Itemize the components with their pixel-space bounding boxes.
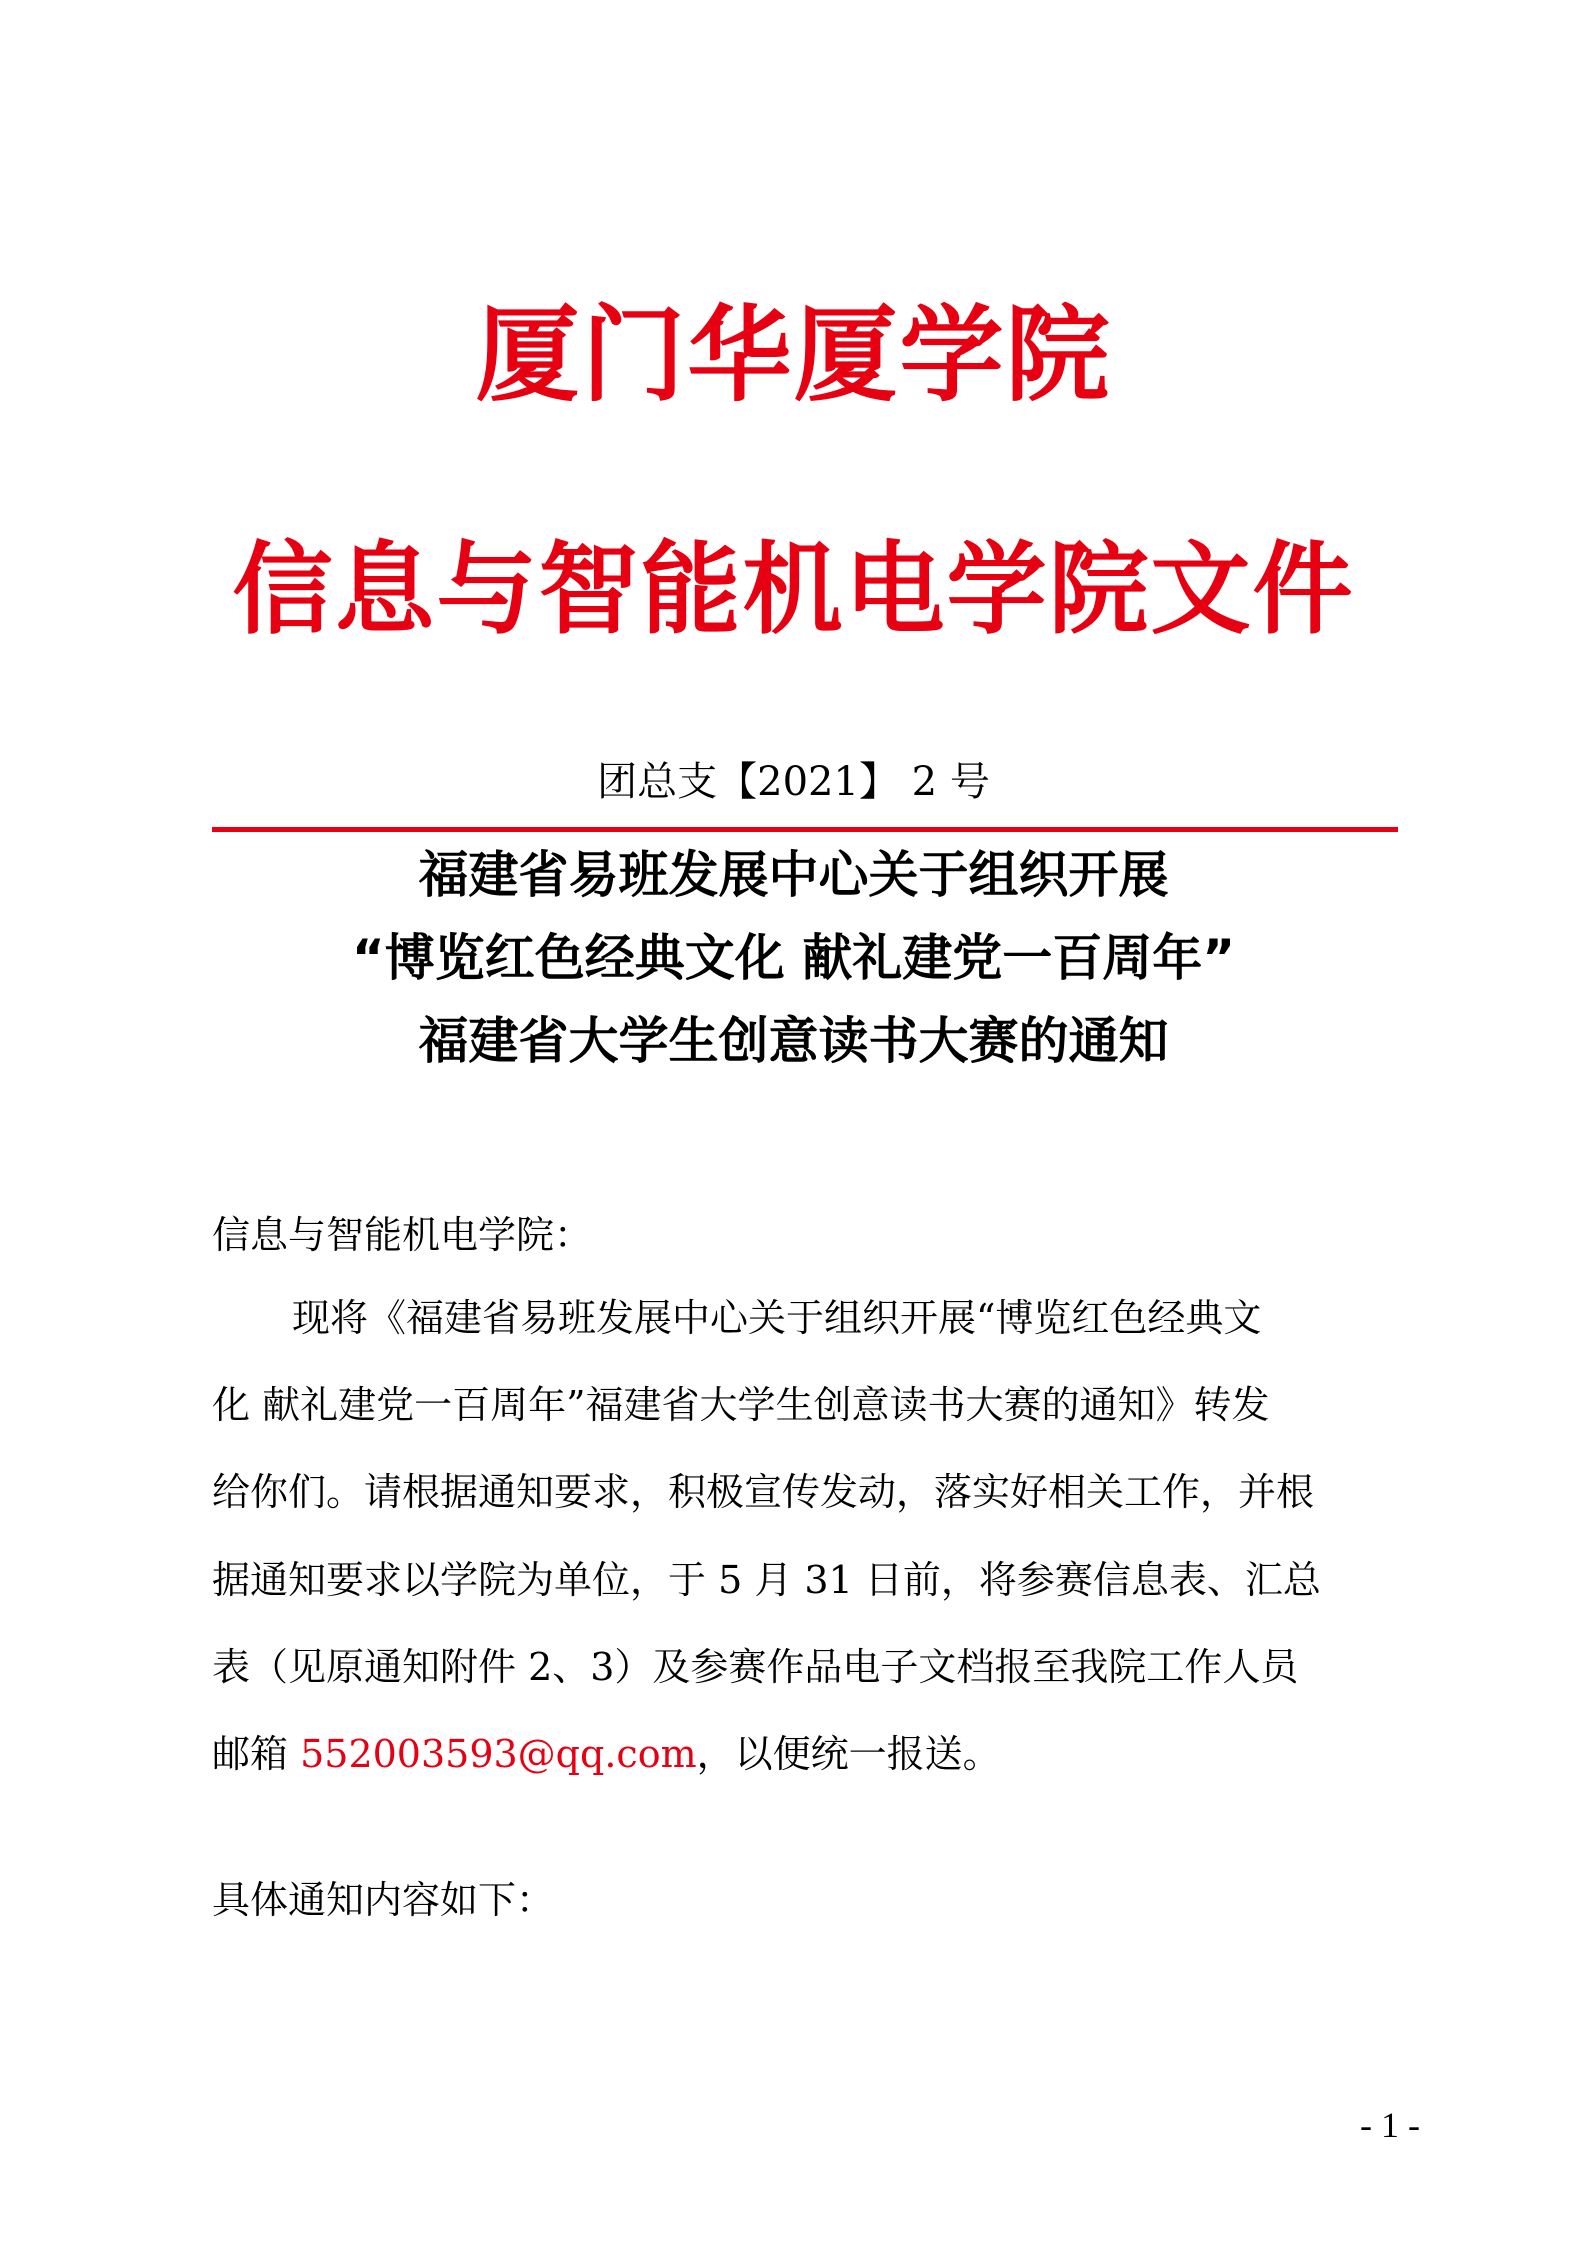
page-number: - 1 -: [1360, 2105, 1420, 2145]
notice-title-line-1: 福建省易班发展中心关于组织开展: [418, 846, 1169, 904]
details-intro: 具体通知内容如下：: [212, 1878, 555, 1922]
salutation: 信息与智能机电学院：: [212, 1213, 593, 1257]
email-link[interactable]: 552003593@qq.com: [300, 1732, 697, 1776]
body-line: 表（见原通知附件 2、3）及参赛作品电子文档报至我院工作人员: [212, 1645, 1299, 1689]
notice-title-line-2: “博览红色经典文化 献礼建党一百周年”: [351, 929, 1236, 987]
document-number: 团总支【2021】 2 号: [597, 759, 990, 805]
email-prefix: 邮箱: [212, 1732, 301, 1776]
body-line-email: [212, 1724, 1001, 1784]
body-line: 给你们。请根据通知要求，积极宣传发动，落实好相关工作，并根: [212, 1470, 1315, 1514]
red-divider: [212, 827, 1398, 832]
body-line: 化 献礼建党一百周年”福建省大学生创意读书大赛的通知》转发: [212, 1383, 1270, 1427]
document-title: 信息与智能机电学院文件: [232, 531, 1355, 648]
institution-title: 厦门华厦学院: [475, 294, 1112, 416]
body-line: 据通知要求以学院为单位，于 5 月 31 日前，将参赛信息表、汇总: [212, 1558, 1321, 1602]
notice-title-line-3: 福建省大学生创意读书大赛的通知: [418, 1012, 1169, 1070]
email-suffix: ，以便统一报送。: [696, 1732, 1001, 1776]
body-line: 现将《福建省易班发展中心关于组织开展“博览红色经典文: [292, 1296, 1262, 1340]
